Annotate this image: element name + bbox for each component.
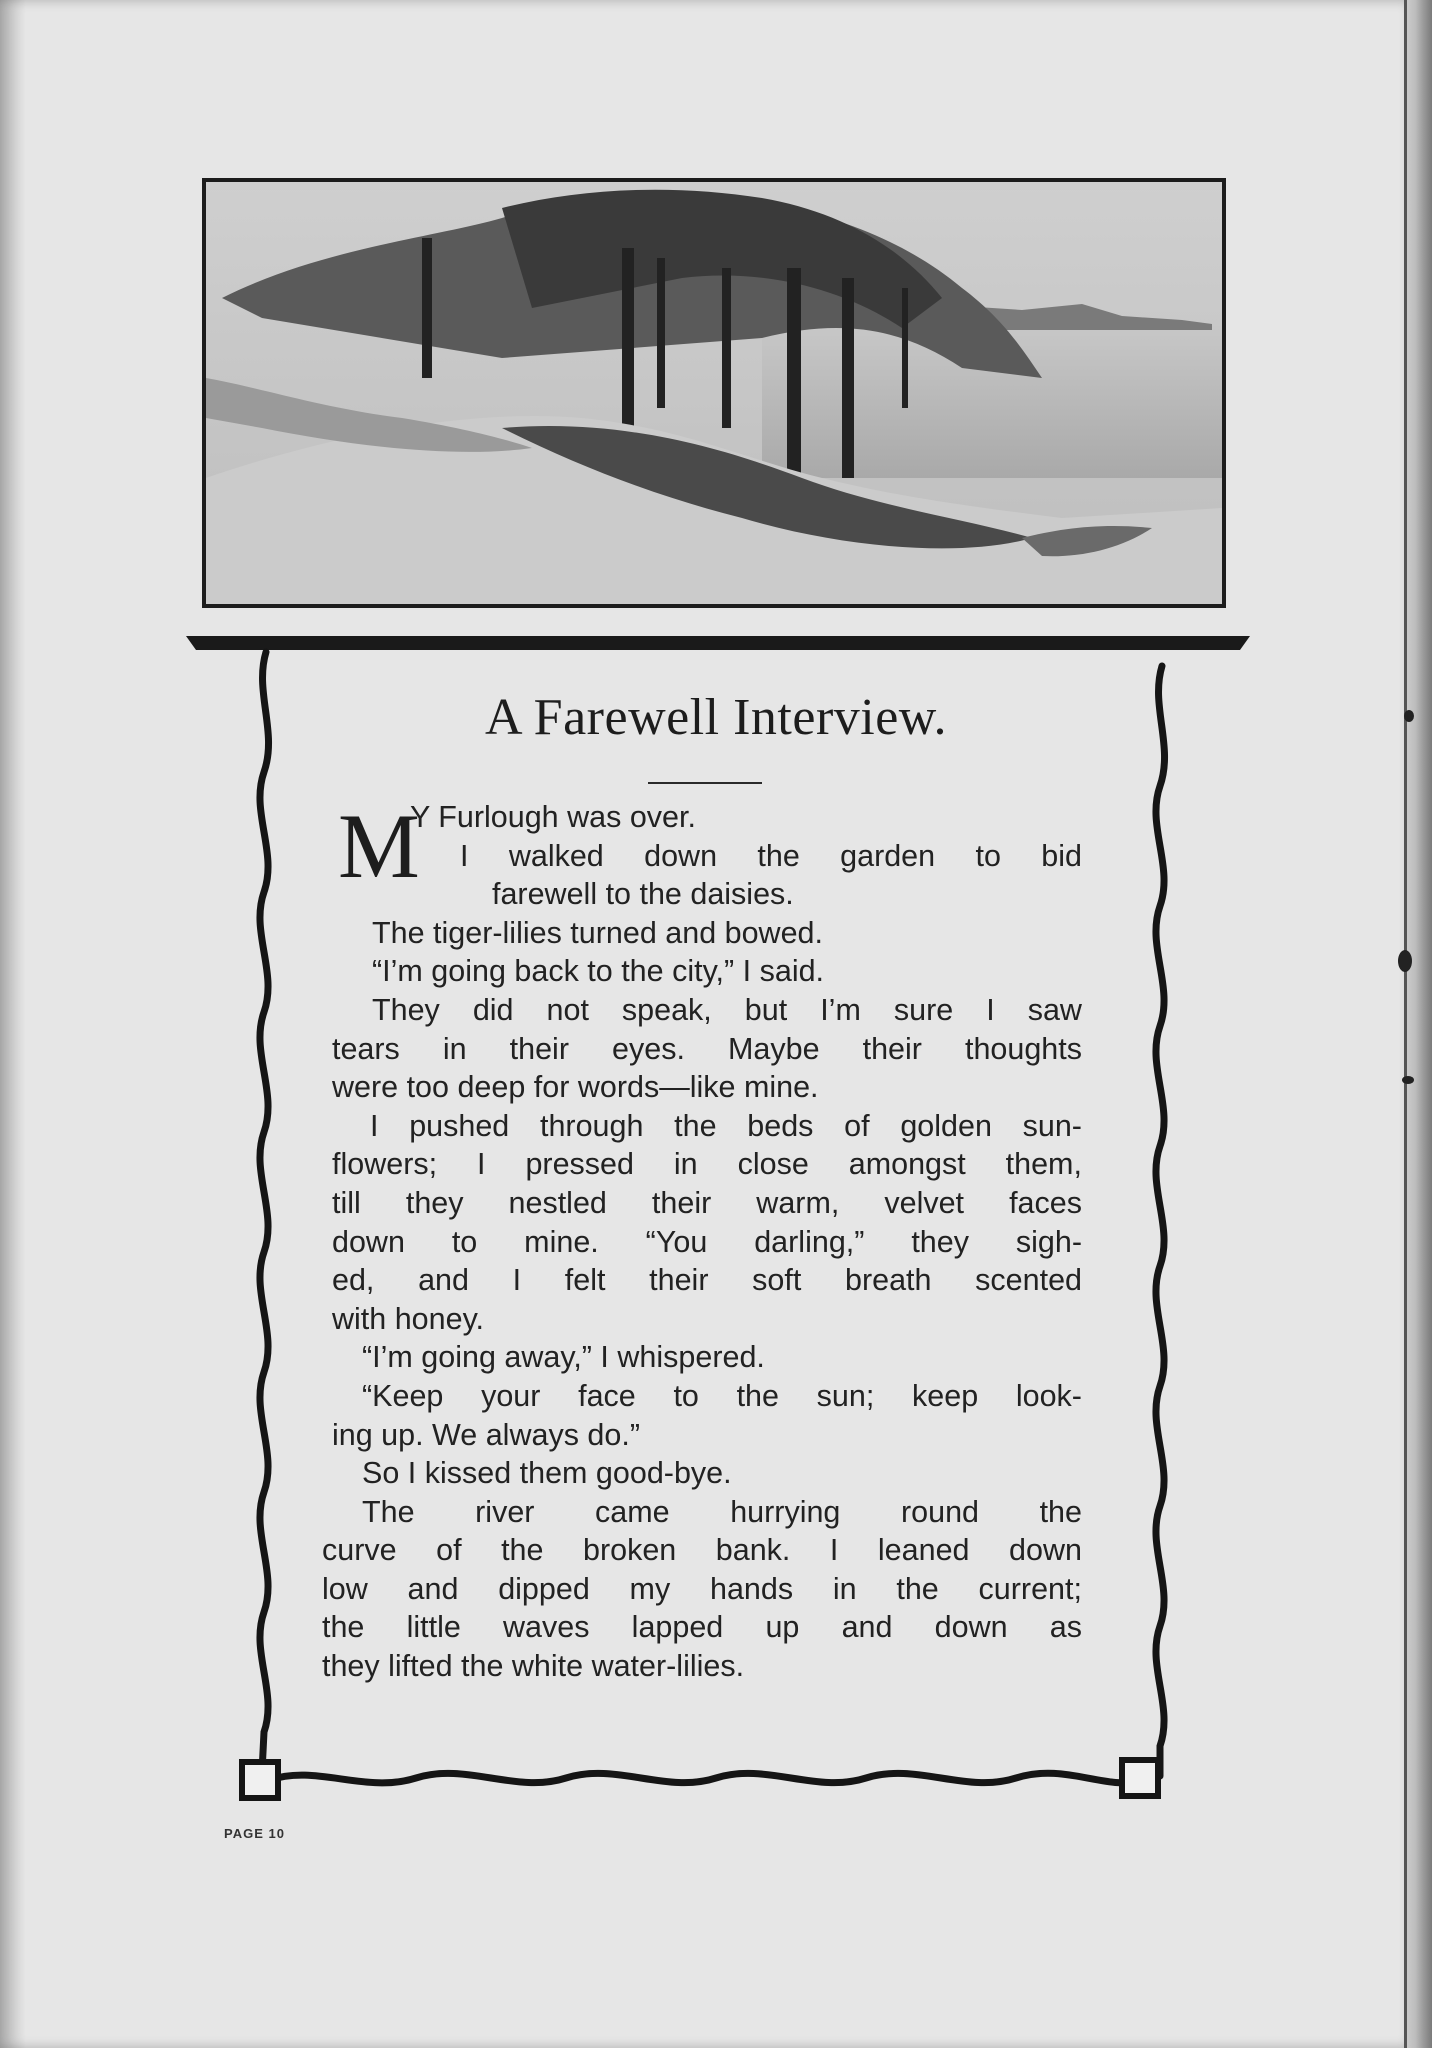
landscape-illustration — [202, 178, 1226, 608]
word: I’m — [820, 992, 861, 1027]
word: sure — [893, 992, 954, 1027]
word: bid — [1041, 838, 1082, 873]
text-line: were too deep for words—like mine. — [332, 1070, 819, 1105]
word: soft — [752, 1263, 802, 1298]
word: look- — [1015, 1378, 1082, 1413]
text-line: they lifted the white water-lilies. — [322, 1649, 745, 1684]
word: their — [509, 1031, 569, 1066]
word: scented — [975, 1263, 1082, 1298]
word: nestled — [508, 1185, 607, 1220]
word: down — [934, 1610, 1008, 1645]
word: the — [1039, 1494, 1082, 1529]
word: of — [844, 1108, 870, 1143]
text-line — [322, 1145, 1082, 1184]
text-line: ing up. We always do.” — [332, 1417, 640, 1452]
title-underline — [648, 782, 762, 784]
next-page-edge — [1404, 0, 1432, 2048]
text-line — [322, 1377, 1082, 1416]
word: current; — [978, 1571, 1082, 1606]
word: ed, — [332, 1263, 375, 1298]
word: your — [481, 1378, 541, 1413]
text-line — [322, 1030, 1082, 1069]
word: to — [673, 1378, 699, 1413]
text-line — [322, 1531, 1082, 1570]
word: eyes. — [612, 1031, 685, 1066]
text-line: with honey. — [332, 1301, 485, 1336]
word: as — [1049, 1610, 1082, 1645]
text-line — [322, 1493, 1082, 1532]
word: “Keep — [362, 1378, 444, 1413]
word: mine. — [524, 1224, 599, 1259]
word: felt — [564, 1263, 606, 1298]
word: my — [629, 1571, 671, 1606]
word: faces — [1009, 1185, 1082, 1220]
word: and — [418, 1263, 469, 1298]
page-number: PAGE 10 — [224, 1826, 285, 1841]
word: sun- — [1022, 1108, 1082, 1143]
word: leaned — [877, 1533, 970, 1568]
text-line: Y Furlough was over. — [410, 800, 696, 834]
word: I — [512, 1263, 522, 1298]
word: in — [832, 1571, 857, 1606]
word: down — [332, 1224, 405, 1259]
word: they — [911, 1224, 969, 1259]
text-line — [322, 991, 1082, 1030]
word: river — [475, 1494, 535, 1529]
word: their — [862, 1031, 922, 1066]
word: hurrying — [730, 1494, 841, 1529]
word: broken — [582, 1533, 677, 1568]
word: I — [477, 1147, 486, 1182]
text-line: The tiger-lilies turned and bowed. — [372, 915, 823, 950]
word: did — [472, 992, 514, 1027]
word: golden — [900, 1108, 992, 1143]
word: amongst — [848, 1147, 966, 1182]
text-line: So I kissed them good-bye. — [362, 1456, 732, 1491]
text-line — [322, 1184, 1082, 1223]
word: their — [649, 1263, 709, 1298]
word: up — [765, 1610, 800, 1645]
word: the — [501, 1533, 544, 1568]
word: dipped — [498, 1571, 590, 1606]
header-divider-bar — [186, 634, 1250, 652]
word: in — [673, 1147, 698, 1182]
word: “You — [645, 1224, 708, 1259]
word: saw — [1027, 992, 1082, 1027]
page-speck — [1402, 1076, 1414, 1084]
word: the — [322, 1610, 365, 1645]
word: face — [578, 1378, 636, 1413]
text-line — [322, 1223, 1082, 1262]
word: the — [736, 1378, 779, 1413]
page-speck — [1404, 710, 1414, 722]
word: they — [405, 1185, 464, 1220]
word: They — [372, 992, 440, 1027]
word: tears — [332, 1031, 400, 1066]
binding-shadow — [0, 0, 26, 2048]
word: lapped — [631, 1610, 724, 1645]
word: and — [841, 1610, 893, 1645]
article-title: A Farewell Interview. — [485, 689, 947, 746]
word: hands — [709, 1571, 794, 1606]
word: through — [540, 1108, 644, 1143]
word: to — [975, 838, 1001, 873]
word: the — [757, 838, 800, 873]
word: close — [737, 1147, 809, 1182]
word: of — [436, 1533, 462, 1568]
word: little — [406, 1610, 461, 1645]
word: came — [595, 1494, 670, 1529]
word: Maybe — [728, 1031, 820, 1066]
article-body — [322, 795, 1082, 1686]
text-line — [322, 1107, 1082, 1146]
word: sun; — [816, 1378, 875, 1413]
word: I — [829, 1533, 839, 1568]
word: breath — [845, 1263, 932, 1298]
word: I — [370, 1108, 379, 1143]
word: till — [332, 1185, 361, 1220]
word: but — [744, 992, 788, 1027]
word: down — [644, 838, 718, 873]
text-line — [322, 1570, 1082, 1609]
page-speck — [1398, 950, 1412, 972]
word: thoughts — [964, 1031, 1082, 1066]
word: their — [651, 1185, 712, 1220]
word: them, — [1005, 1147, 1082, 1182]
word: beds — [747, 1108, 814, 1143]
word: warm, — [756, 1185, 840, 1220]
word: velvet — [884, 1185, 965, 1220]
word: pressed — [525, 1147, 634, 1182]
word: garden — [840, 838, 936, 873]
word: I — [460, 838, 469, 873]
text-line: “I’m going back to the city,” I said. — [372, 954, 825, 989]
word: not — [546, 992, 589, 1027]
word: darling,” — [754, 1224, 865, 1259]
word: low — [322, 1571, 368, 1606]
word: round — [900, 1494, 979, 1529]
text-line — [322, 837, 1082, 876]
word: down — [1009, 1533, 1082, 1568]
drop-cap: M — [338, 795, 420, 897]
text-line — [322, 1261, 1082, 1300]
word: in — [442, 1031, 467, 1066]
word: to — [451, 1224, 478, 1259]
word: curve — [322, 1533, 397, 1568]
word: flowers; — [332, 1147, 438, 1182]
word: the — [674, 1108, 717, 1143]
word: waves — [503, 1610, 590, 1645]
text-line — [322, 1608, 1082, 1647]
page-gutter-line — [1404, 0, 1407, 2048]
word: walked — [508, 838, 604, 873]
word: I — [986, 992, 995, 1027]
word: The — [362, 1494, 415, 1529]
word: bank. — [715, 1533, 791, 1568]
text-line: “I’m going away,” I whispered. — [362, 1340, 765, 1375]
word: the — [896, 1571, 939, 1606]
word: pushed — [409, 1108, 510, 1143]
word: speak, — [621, 992, 712, 1027]
word: sigh- — [1015, 1224, 1082, 1259]
word: keep — [912, 1378, 979, 1413]
word: and — [407, 1571, 459, 1606]
text-line: farewell to the daisies. — [492, 877, 794, 912]
